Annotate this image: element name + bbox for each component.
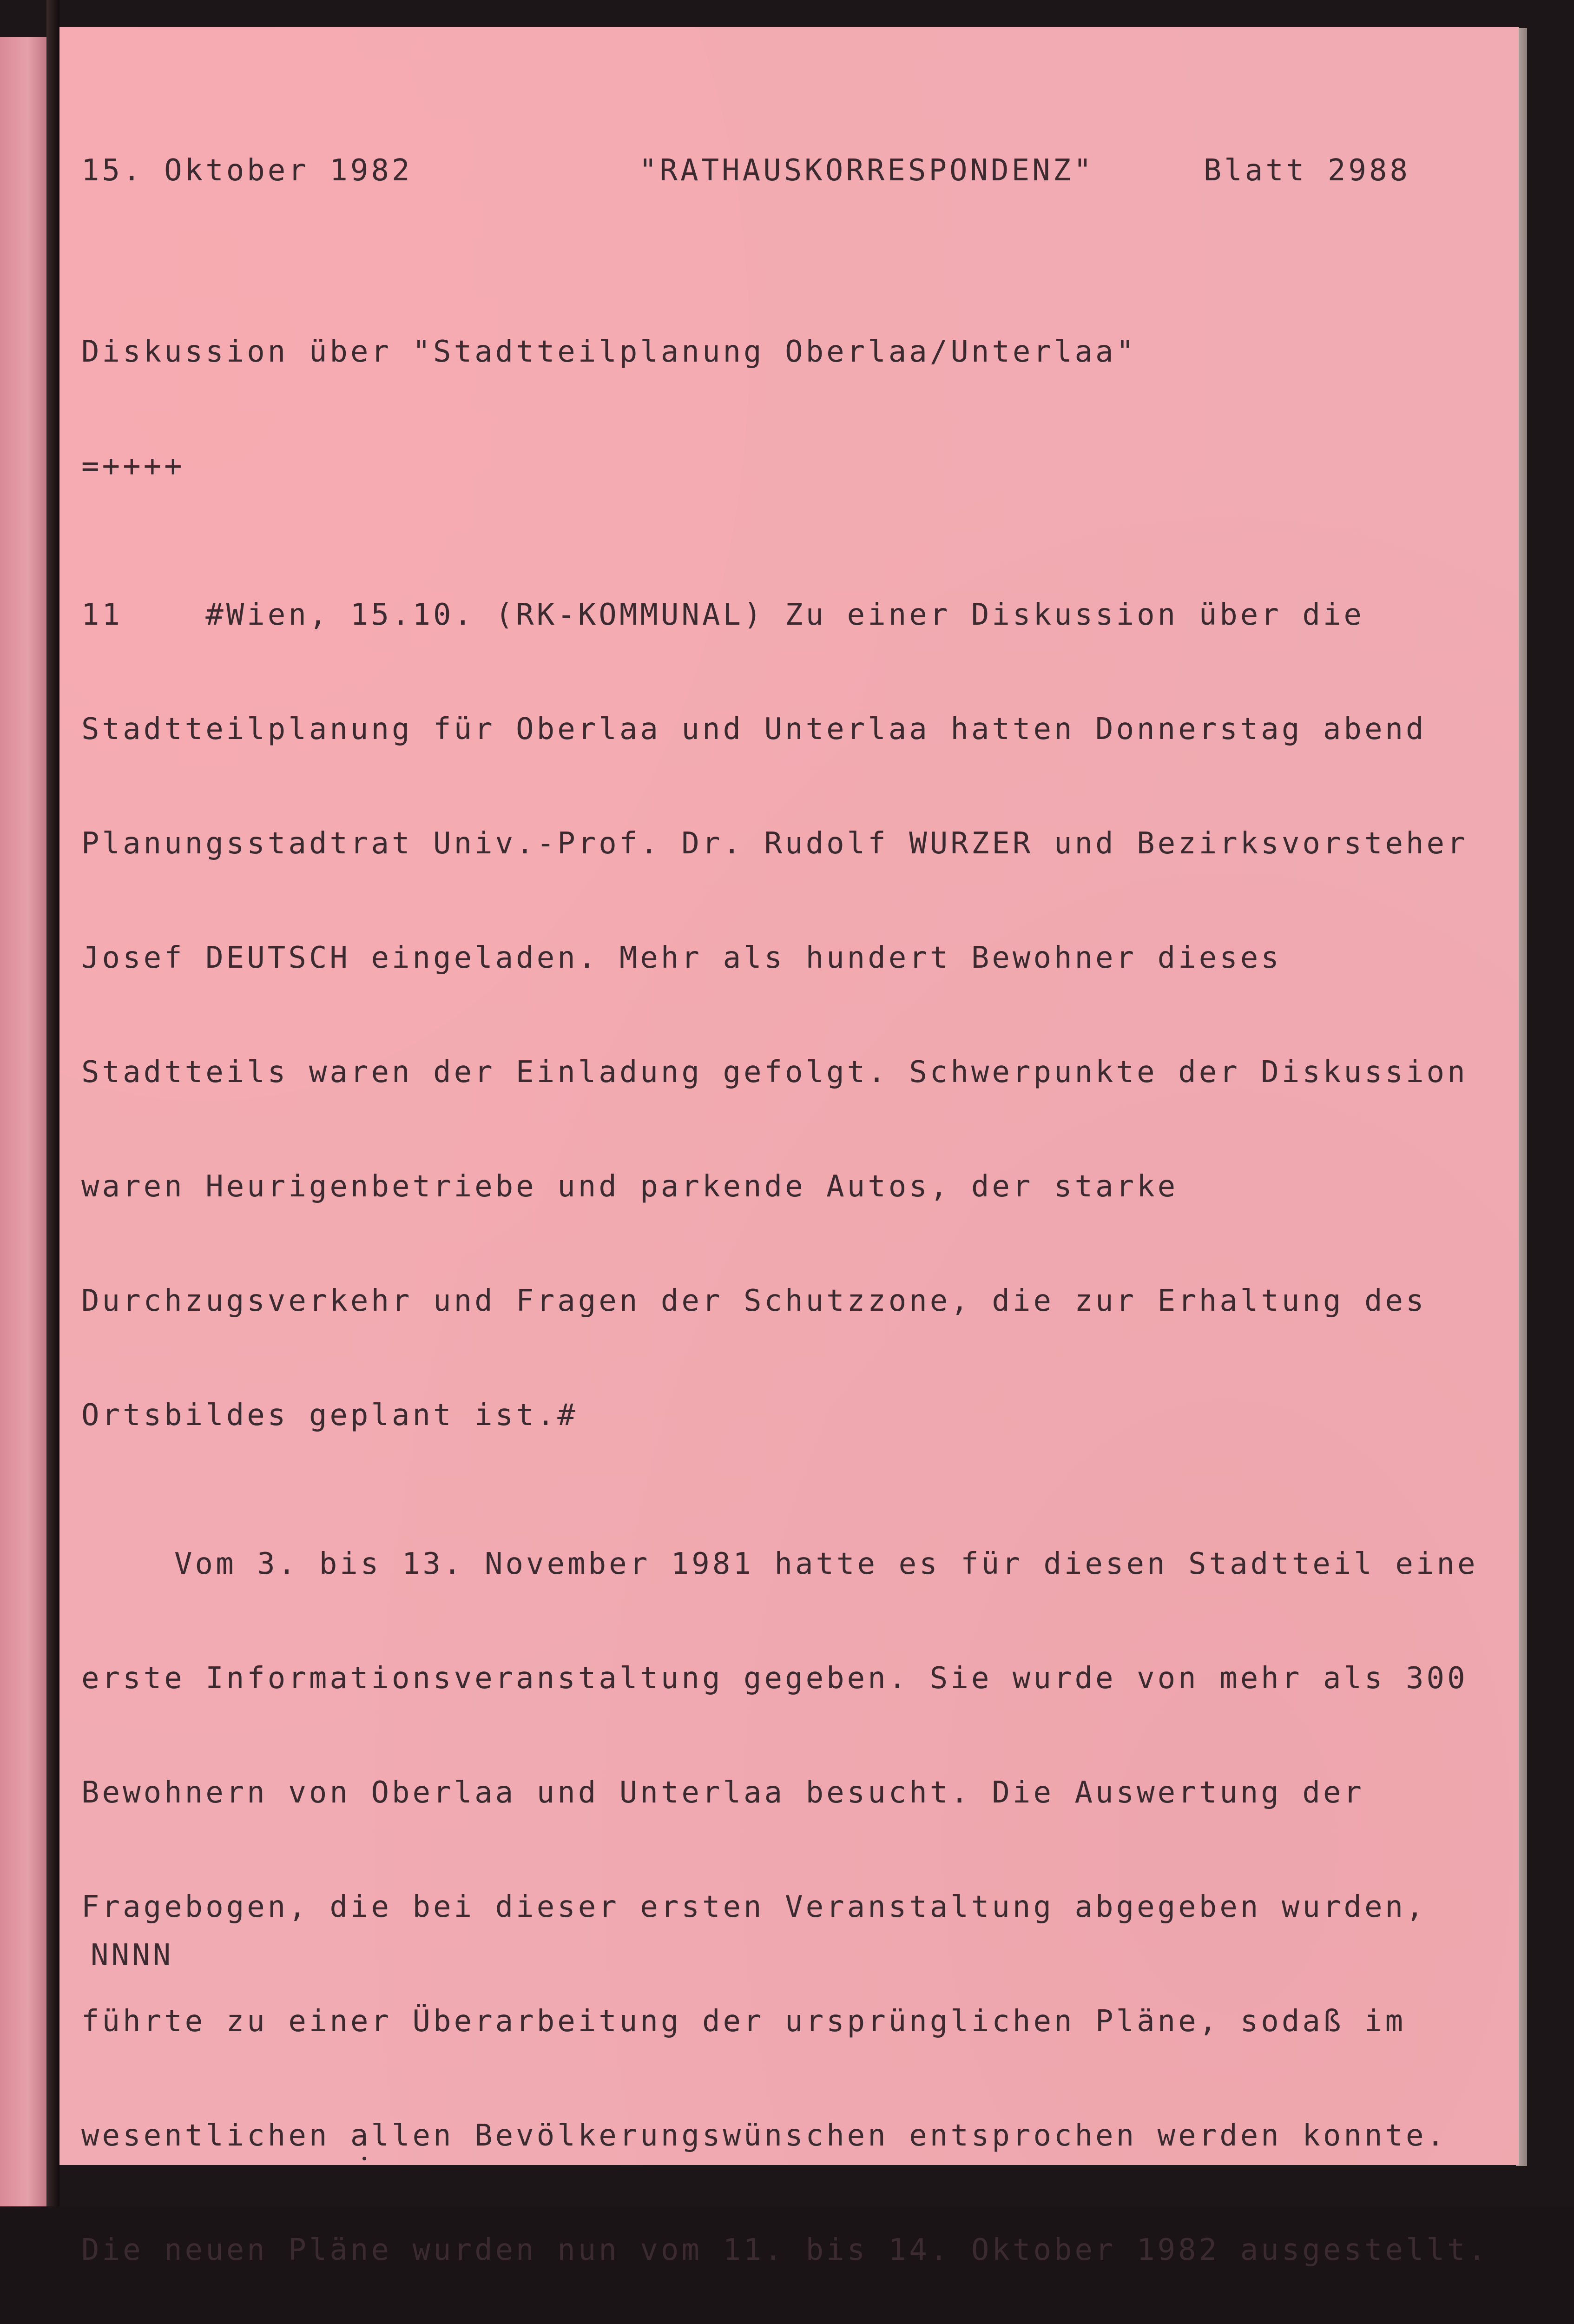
article-body <box>81 260 1489 2324</box>
header-publication: "RATHAUSKORRESPONDENZ" <box>639 153 1094 188</box>
paragraph-line: Bewohnern von Oberlaa und Unterlaa besucht. Die Auswertung der <box>81 1776 1364 1810</box>
lead-line: Planungsstadtrat Univ.-Prof. Dr. Rudolf WURZER und Bezirksvorsteher <box>81 826 1468 861</box>
book-gutter <box>46 0 59 2206</box>
paragraph-line: wesentlichen allen Bevölkerungswünschen entsprochen werden konnte. <box>81 2119 1448 2153</box>
lead-line: Stadtteils waren der Einladung gefolgt. Schwerpunkte der Diskussion <box>81 1055 1468 1089</box>
lead-line: Durchzugsverkehr und Fragen der Schutzzone, die zur Erhaltung des <box>81 1284 1427 1318</box>
paragraph-line: Die neuen Pläne wurden nun vom 11. bis 14. Oktober 1982 ausgestellt. <box>81 2233 1489 2267</box>
paper-speck <box>362 2157 366 2160</box>
lead-line: Stadtteilplanung für Oberlaa und Unterlaa hatten Donnerstag abend <box>81 712 1427 746</box>
paragraph-line: Fragebogen, die bei dieser ersten Veranstaltung abgegeben wurden, <box>81 1890 1427 1924</box>
lead-line: 11 #Wien, 15.10. (RK-KOMMUNAL) Zu einer Diskussion über die <box>81 598 1364 632</box>
lead-line: Ortsbildes geplant ist.# <box>81 1398 578 1433</box>
adjacent-page-edge <box>0 37 46 2206</box>
paragraph-line: Vom 3. bis 13. November 1981 hatte es für diesen Stadtteil eine <box>174 1547 1478 1581</box>
header-date: 15. Oktober 1982 <box>81 153 413 188</box>
paragraph-line: erste Informationsveranstaltung gegeben. Sie wurde von mehr als 300 <box>81 1661 1468 1696</box>
paragraph-line: führte zu einer Überarbeitung der ursprünglichen Pläne, sodaß im <box>81 2004 1406 2039</box>
page-header <box>81 153 1410 200</box>
end-marker: NNNN <box>91 1938 174 1973</box>
lead-line: waren Heurigenbetriebe und parkende Autos, der starke <box>81 1169 1179 1204</box>
article-separator: =++++ <box>81 449 185 483</box>
lead-line: Josef DEUTSCH eingeladen. Mehr als hundert Bewohner dieses <box>81 941 1282 975</box>
header-sheet-number: Blatt 2988 <box>1203 153 1410 188</box>
article-title: Diskussion über "Stadtteilplanung Oberlaa/Unterlaa" <box>81 335 1137 369</box>
